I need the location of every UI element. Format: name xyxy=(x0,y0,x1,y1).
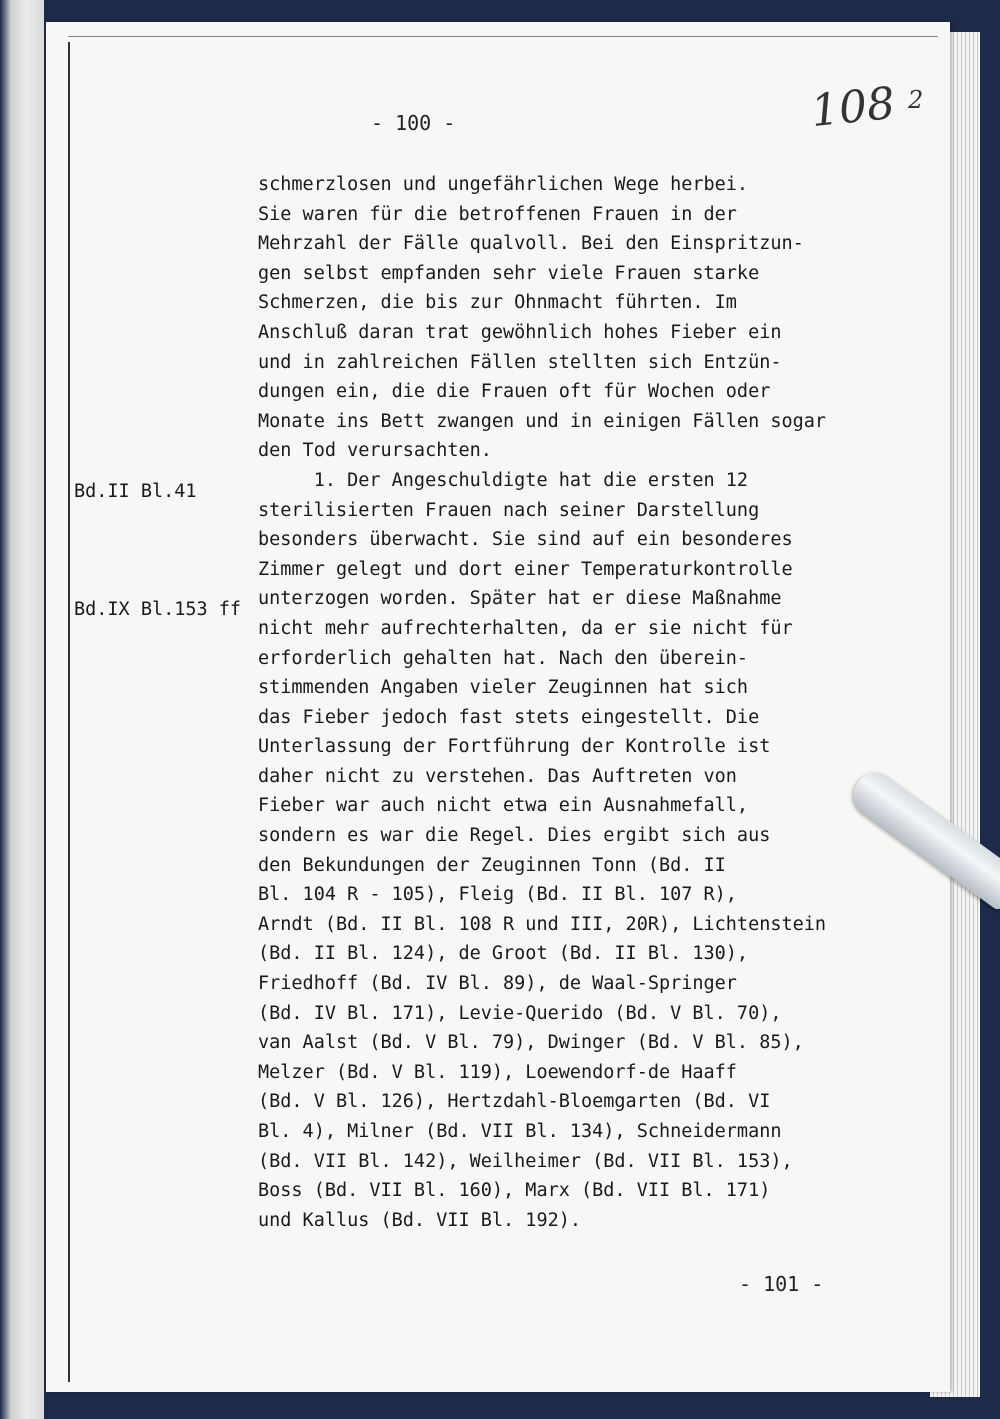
body-line: sondern es war die Regel. Dies ergibt sich aus xyxy=(258,825,771,847)
body-line: Fieber war auch nicht etwa ein Ausnahmefall, xyxy=(258,795,749,817)
body-line: Monate ins Bett zwangen und in einigen Fällen sogar xyxy=(258,410,827,432)
body-line: Melzer (Bd. V Bl. 119), Loewendorf-de Haaff xyxy=(258,1061,737,1083)
margin-rule xyxy=(68,42,70,1382)
body-line: nicht mehr aufrechterhalten, da er sie nicht für xyxy=(258,617,793,639)
body-text xyxy=(258,170,898,1235)
body-line: (Bd. II Bl. 124), de Groot (Bd. II Bl. 130), xyxy=(258,943,749,965)
body-line: Zimmer gelegt und dort einer Temperaturkontrolle xyxy=(258,558,793,580)
body-line: Schmerzen, die bis zur Ohnmacht führten. Im xyxy=(258,292,737,314)
body-line: den Bekundungen der Zeuginnen Tonn (Bd. II xyxy=(258,854,726,876)
page-number-top: - 100 - xyxy=(371,111,456,135)
body-line: 1. Der Angeschuldigte hat die ersten 12 xyxy=(258,469,749,491)
body-line: Anschluß daran trat gewöhnlich hohes Fieber ein xyxy=(258,321,782,343)
archive-folio-mark-secondary: 2 xyxy=(908,86,924,114)
body-line: Unterlassung der Fortführung der Kontrolle ist xyxy=(258,736,771,758)
body-line: unterzogen worden. Später hat er diese Maßnahme xyxy=(258,588,782,610)
body-line: Bl. 104 R - 105), Fleig (Bd. II Bl. 107 R), xyxy=(258,884,737,906)
body-line: gen selbst empfanden sehr viele Frauen starke xyxy=(258,262,760,284)
side-note-reference: Bd.IX Bl.153 ff xyxy=(74,599,242,620)
page-number-bottom: - 101 - xyxy=(739,1272,824,1296)
body-line: Mehrzahl der Fälle qualvoll. Bei den Einspritzun- xyxy=(258,233,804,255)
side-note-reference: Bd.II Bl.41 xyxy=(74,481,197,502)
body-line: Boss (Bd. VII Bl. 160), Marx (Bd. VII Bl. 171) xyxy=(258,1180,771,1202)
body-line: stimmenden Angaben vieler Zeuginnen hat sich xyxy=(258,677,749,699)
document-page xyxy=(46,22,950,1392)
body-line: das Fieber jedoch fast stets eingestellt. Die xyxy=(258,706,760,728)
archive-folio-mark: 108 xyxy=(808,77,898,138)
body-line: den Tod verursachten. xyxy=(258,440,492,462)
body-line: dungen ein, die die Frauen oft für Wochen oder xyxy=(258,381,771,403)
body-line: besonders überwacht. Sie sind auf ein besonderes xyxy=(258,529,793,551)
body-line: und Kallus (Bd. VII Bl. 192). xyxy=(258,1209,582,1231)
body-line: erforderlich gehalten hat. Nach den überein- xyxy=(258,647,749,669)
body-line: Bl. 4), Milner (Bd. VII Bl. 134), Schneidermann xyxy=(258,1121,782,1142)
adjacent-page-edge xyxy=(0,0,44,1419)
body-line: schmerzlosen und ungefährlichen Wege herbei. xyxy=(258,174,749,195)
body-line: und in zahlreichen Fällen stellten sich Entzün- xyxy=(258,351,782,373)
body-line: Arndt (Bd. II Bl. 108 R und III, 20R), Lichtenstein xyxy=(258,913,827,935)
body-line: (Bd. IV Bl. 171), Levie-Querido (Bd. V Bl. 70), xyxy=(258,1002,782,1024)
top-rule xyxy=(68,36,938,37)
body-line: van Aalst (Bd. V Bl. 79), Dwinger (Bd. V Bl. 85), xyxy=(258,1032,804,1054)
body-line: (Bd. V Bl. 126), Hertzdahl-Bloemgarten (Bd. VI xyxy=(258,1091,771,1113)
body-line: sterilisierten Frauen nach seiner Darstellung xyxy=(258,499,760,521)
body-line: Sie waren für die betroffenen Frauen in der xyxy=(258,203,737,225)
body-line: Friedhoff (Bd. IV Bl. 89), de Waal-Springer xyxy=(258,973,737,995)
body-line: daher nicht zu verstehen. Das Auftreten von xyxy=(258,765,737,787)
body-line: (Bd. VII Bl. 142), Weilheimer (Bd. VII Bl. 153), xyxy=(258,1150,793,1172)
